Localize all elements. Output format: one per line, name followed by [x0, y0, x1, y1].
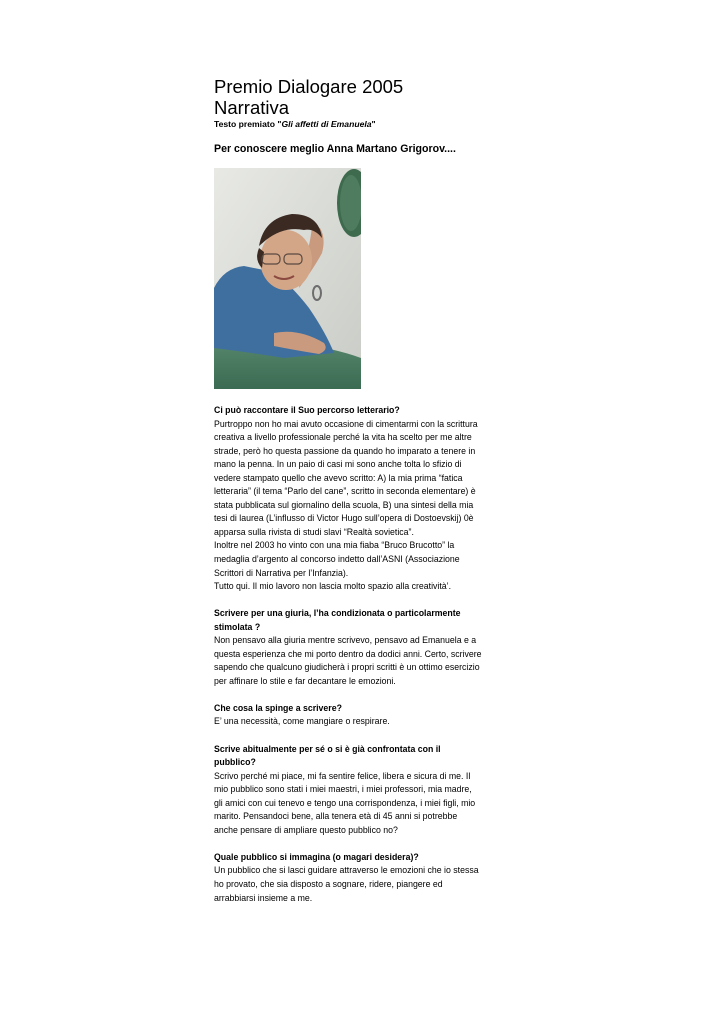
subtitle: [214, 119, 484, 130]
subtitle-work-title: Gli affetti di Emanuela: [281, 119, 372, 129]
interview: [214, 404, 482, 919]
portrait-illustration: [214, 168, 361, 389]
question: Scrivere per una giuria, l’ha condizionata o particolarmente stimolata ?: [214, 608, 461, 632]
answer-paragraph: E’ una necessità, come mangiare o respirare.: [214, 716, 390, 727]
qa-block: [214, 607, 482, 688]
document-header: [214, 76, 484, 156]
qa-block: [214, 702, 482, 729]
qa-block: [214, 404, 482, 594]
subtitle-prefix: Testo premiato ": [214, 119, 282, 129]
title-line-1: Premio Dialogare 2005: [214, 76, 404, 97]
question: Scrive abitualmente per sé o si è già confrontata con il pubblico?: [214, 743, 441, 768]
answer-paragraph: Scrivo perché mi piace, mi fa sentire felice, libera e sicura di me. Il mio pubblico sono stati i miei maestri, i miei professori, mia madre, gli amici con cui tenevo e tengo una corrispondenza, i miei figli, mio marito. Pensandoci bene, alla tenera età di 45 anni si potrebbe anche pensare di ampliare questo pubblico no?: [214, 770, 476, 835]
question: Quale pubblico si immagina (o magari desidera)?: [214, 851, 419, 862]
answer-paragraph: Purtroppo non ho mai avuto occasione di cimentarmi con la scrittura creativa a livello professionale perché la vita ha scelto per me altre strade, però ho questa passione da quando ho imparato a tenere in mano la penna. In un paio di casi mi sono anche tolta lo sfizio di vedere stampato quello che avevo scritto: A) la mia prima “fatica letteraria” (il tema “Parlo del cane”, scritto in seconda elementare) è stata pubblicata sul giornalino della scuola, B) una sintesi della mia tesi di laurea (L’influsso di Victor Hugo sull’opera di Dostoevskij) 0è apparsa sulla rivista di studi slavi “Realtà sovietica”.: [214, 418, 478, 537]
qa-block: [214, 851, 482, 905]
answer-paragraph: Non pensavo alla giuria mentre scrivevo, pensavo ad Emanuela e a questa esperienza che mi porto dentro da dodici anni. Certo, scrivere sapendo che qualcuno giudicherà i propri scritti è un ottimo esercizio per affinare lo stile e far decantare le emozioni.: [214, 635, 482, 686]
section-heading: Per conoscere meglio Anna Martano Grigorov....: [214, 143, 456, 155]
answer-paragraph: Inoltre nel 2003 ho vinto con una mia fiaba “Bruco Brucotto” la medaglia d’argento al concorso indetto dall’ASNI (Associazione Scrittori di Narrativa per l’Infanzia).: [214, 540, 460, 578]
page-title: [214, 76, 484, 118]
title-line-2: Narrativa: [214, 97, 290, 118]
answer-paragraph: Tutto qui. Il mio lavoro non lascia molto spazio alla creatività’.: [214, 581, 452, 592]
qa-block: [214, 743, 482, 838]
portrait-photo: [214, 168, 361, 389]
question: Che cosa la spinge a scrivere?: [214, 702, 342, 713]
answer-paragraph: Un pubblico che si lasci guidare attraverso le emozioni che io stessa ho provato, che sia disposto a sognare, ridere, piangere ed arrabbiarsi insieme a me.: [214, 865, 479, 903]
subtitle-suffix: ": [371, 119, 376, 129]
question: Ci può raccontare il Suo percorso letterario?: [214, 405, 400, 415]
